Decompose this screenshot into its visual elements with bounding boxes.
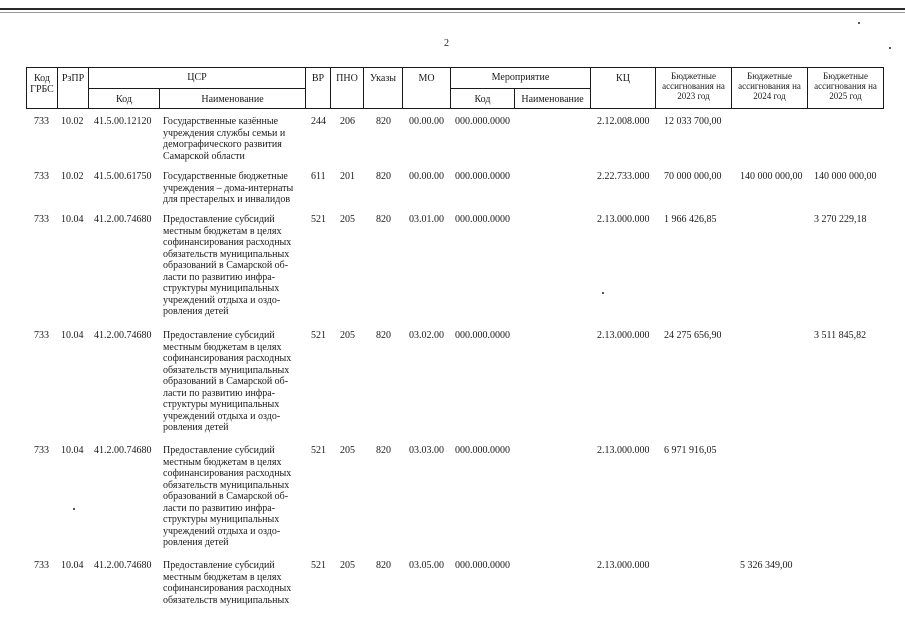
- cell-kc: 2.13.000.000: [597, 214, 650, 225]
- cell-grbs: 733: [34, 116, 49, 127]
- header-b2024: Бюджетные ассигнования на 2024 год: [731, 67, 808, 109]
- cell-ukaz: 820: [376, 330, 391, 341]
- cell-csr-kod: 41.2.00.74680: [94, 330, 152, 341]
- cell-vr: 521: [311, 560, 326, 571]
- cell-b2023: 12 033 700,00: [664, 116, 722, 127]
- cell-rzpr: 10.04: [61, 560, 84, 571]
- page-number: 2: [444, 38, 449, 49]
- cell-mo: 03.02.00: [409, 330, 444, 341]
- cell-mer-kod: 000.000.0000: [455, 560, 510, 571]
- cell-pno: 205: [340, 560, 355, 571]
- scan-speck: [889, 47, 891, 49]
- cell-grbs: 733: [34, 171, 49, 182]
- cell-pno: 205: [340, 445, 355, 456]
- cell-csr-kod: 41.2.00.74680: [94, 445, 152, 456]
- cell-b2024: 5 326 349,00: [740, 560, 793, 571]
- scan-speck: [73, 508, 75, 510]
- cell-b2023: 70 000 000,00: [664, 171, 722, 182]
- cell-rzpr: 10.04: [61, 330, 84, 341]
- cell-csr-name: Государственные бюджетные учреждения – дома-интернаты для престарелых и инвалидов: [163, 171, 294, 205]
- cell-b2023: 6 971 916,05: [664, 445, 717, 456]
- cell-b2025: 140 000 000,00: [814, 171, 877, 182]
- header-b2023: Бюджетные ассигнования на 2023 год: [655, 67, 732, 109]
- scan-speck: [602, 292, 604, 294]
- header-csr: ЦСР: [88, 67, 306, 89]
- cell-mer-kod: 000.000.0000: [455, 214, 510, 225]
- header-pno: ПНО: [330, 67, 364, 109]
- cell-kc: 2.13.000.000: [597, 445, 650, 456]
- cell-grbs: 733: [34, 330, 49, 341]
- cell-csr-name: Предоставление субсидий местным бюджетам в целях софинансирования расходных обязательств муниципальных: [163, 560, 292, 606]
- header-csr-kod: Код: [88, 88, 160, 109]
- cell-rzpr: 10.04: [61, 445, 84, 456]
- cell-mo: 00.00.00: [409, 171, 444, 182]
- cell-vr: 521: [311, 445, 326, 456]
- header-kod-grbs: Код ГРБС: [26, 67, 58, 109]
- cell-b2024: 140 000 000,00: [740, 171, 803, 182]
- cell-grbs: 733: [34, 214, 49, 225]
- header-ukazy: Указы: [363, 67, 403, 109]
- cell-kc: 2.12.008.000: [597, 116, 650, 127]
- cell-mer-kod: 000.000.0000: [455, 171, 510, 182]
- cell-mo: 03.05.00: [409, 560, 444, 571]
- cell-vr: 244: [311, 116, 326, 127]
- header-mer-name: Наименование: [514, 88, 591, 109]
- cell-b2025: 3 270 229,18: [814, 214, 867, 225]
- cell-rzpr: 10.04: [61, 214, 84, 225]
- header-kc: КЦ: [590, 67, 656, 109]
- cell-csr-name: Предоставление субсидий местным бюджетам в целях софинансирования расходных обязательств муниципальных образований в Самарской об-ласти по развитию инфра-структуры муниципальных учреждений отдыха и оздо-ровления детей: [163, 330, 292, 433]
- cell-b2023: 1 966 426,85: [664, 214, 717, 225]
- cell-mo: 03.01.00: [409, 214, 444, 225]
- cell-mer-kod: 000.000.0000: [455, 445, 510, 456]
- cell-ukaz: 820: [376, 171, 391, 182]
- cell-mer-kod: 000.000.0000: [455, 116, 510, 127]
- cell-csr-name: Предоставление субсидий местным бюджетам в целях софинансирования расходных обязательств муниципальных образований в Самарской об-ласти по развитию инфра-структуры муниципальных учреждений отдыха и оздо-ровления детей: [163, 445, 292, 548]
- cell-pno: 205: [340, 330, 355, 341]
- cell-rzpr: 10.02: [61, 116, 84, 127]
- cell-rzpr: 10.02: [61, 171, 84, 182]
- cell-b2025: 3 511 845,82: [814, 330, 867, 341]
- cell-vr: 521: [311, 330, 326, 341]
- cell-b2023: 24 275 656,90: [664, 330, 722, 341]
- cell-grbs: 733: [34, 445, 49, 456]
- cell-ukaz: 820: [376, 560, 391, 571]
- cell-pno: 205: [340, 214, 355, 225]
- cell-mo: 03.03.00: [409, 445, 444, 456]
- top-border-line: [0, 8, 905, 10]
- cell-vr: 611: [311, 171, 326, 182]
- top-border-line-thin: [0, 12, 905, 13]
- cell-grbs: 733: [34, 560, 49, 571]
- cell-pno: 201: [340, 171, 355, 182]
- header-meropriyatie: Мероприятие: [450, 67, 591, 89]
- cell-ukaz: 820: [376, 116, 391, 127]
- header-vr: ВР: [305, 67, 331, 109]
- cell-kc: 2.13.000.000: [597, 560, 650, 571]
- cell-mo: 00.00.00: [409, 116, 444, 127]
- cell-ukaz: 820: [376, 445, 391, 456]
- header-b2025: Бюджетные ассигнования на 2025 год: [807, 67, 884, 109]
- cell-vr: 521: [311, 214, 326, 225]
- cell-csr-kod: 41.5.00.12120: [94, 116, 152, 127]
- header-rzpr: РзПР: [57, 67, 89, 109]
- cell-csr-kod: 41.2.00.74680: [94, 560, 152, 571]
- header-mo: МО: [402, 67, 451, 109]
- header-csr-name: Наименование: [159, 88, 306, 109]
- cell-csr-name: Государственные казённые учреждения службы семьи и демографического развития Самарской области: [163, 116, 286, 162]
- scan-speck: [858, 22, 860, 24]
- cell-pno: 206: [340, 116, 355, 127]
- cell-kc: 2.22.733.000: [597, 171, 650, 182]
- cell-csr-name: Предоставление субсидий местным бюджетам в целях софинансирования расходных обязательств муниципальных образований в Самарской об-ласти по развитию инфра-структуры муниципальных учреждений отдыха и оздо-ровления детей: [163, 214, 292, 317]
- cell-mer-kod: 000.000.0000: [455, 330, 510, 341]
- header-mer-kod: Код: [450, 88, 515, 109]
- cell-ukaz: 820: [376, 214, 391, 225]
- cell-csr-kod: 41.2.00.74680: [94, 214, 152, 225]
- cell-csr-kod: 41.5.00.61750: [94, 171, 152, 182]
- cell-kc: 2.13.000.000: [597, 330, 650, 341]
